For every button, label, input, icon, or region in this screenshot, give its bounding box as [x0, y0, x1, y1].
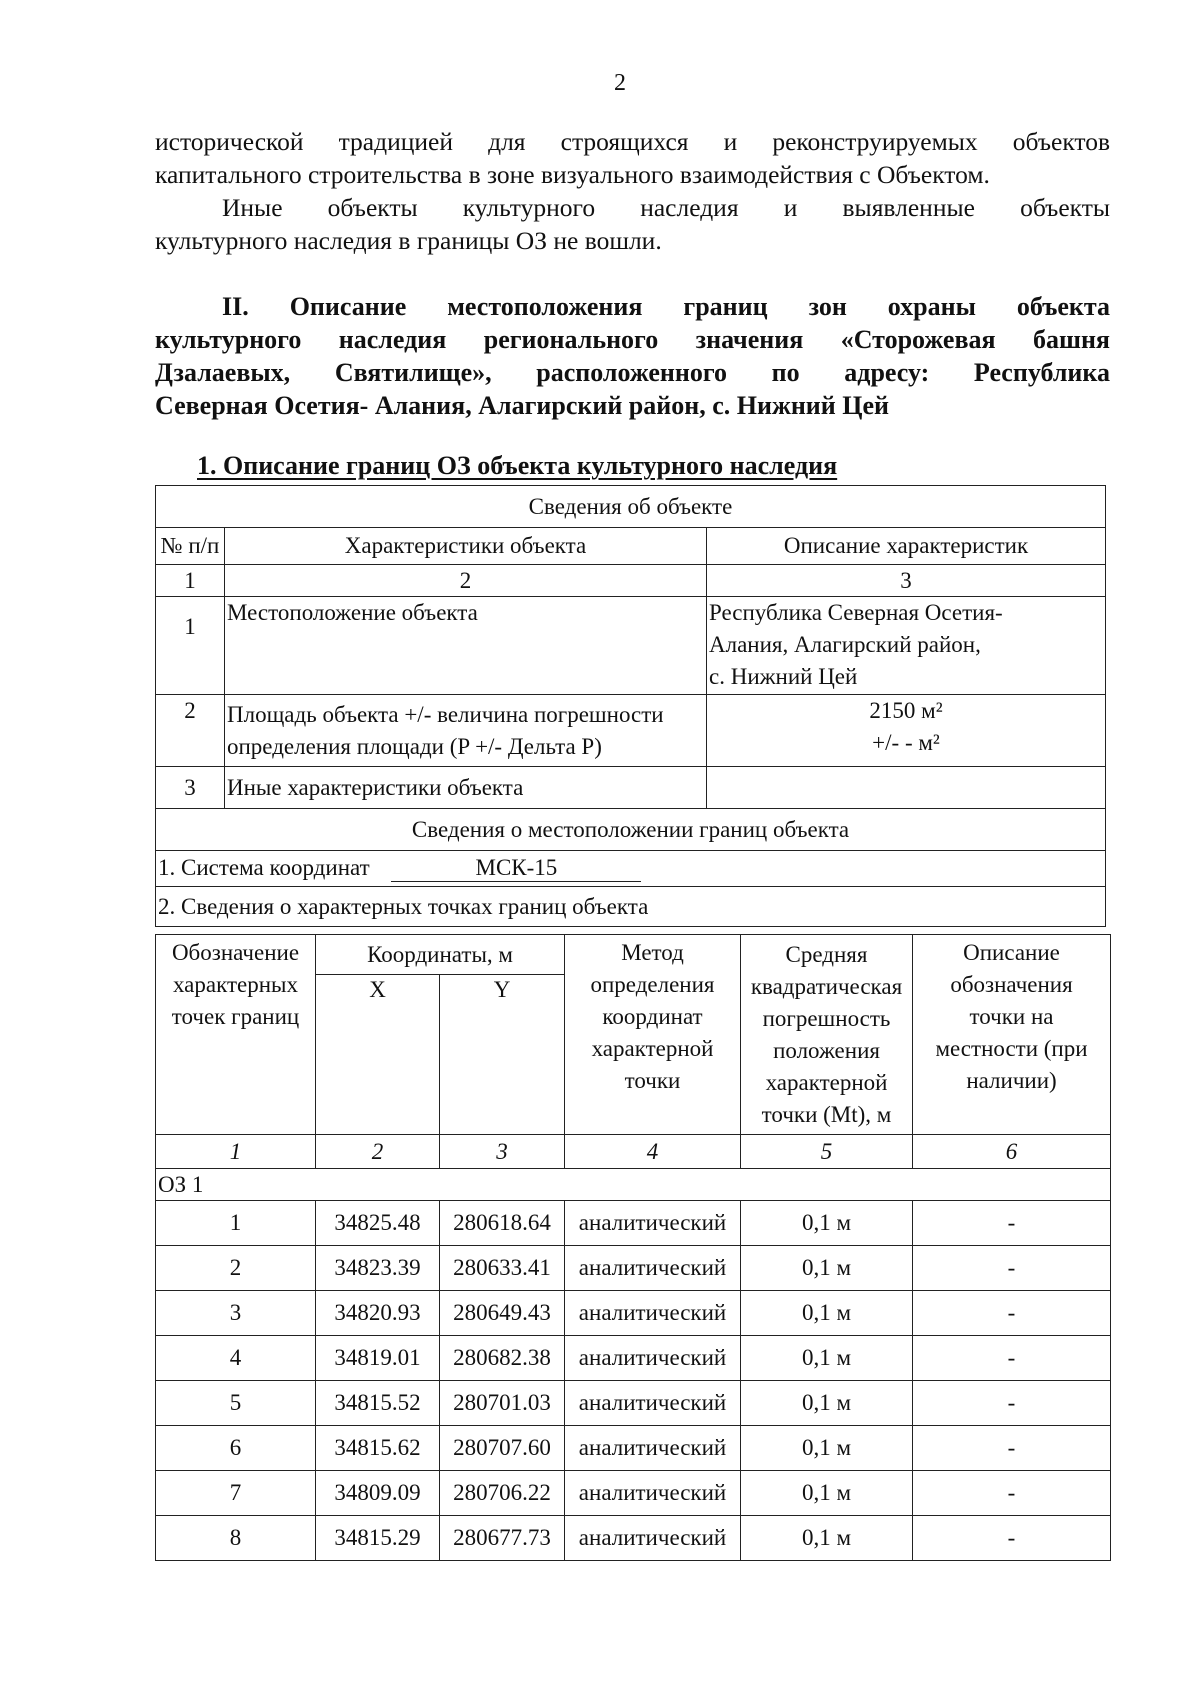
header-line: точек границ — [171, 1004, 300, 1029]
header-line: координат — [602, 1004, 703, 1029]
header-method — [565, 935, 741, 1135]
point-description: - — [913, 1426, 1111, 1471]
point-method: аналитический — [565, 1426, 741, 1471]
header-line: точки — [624, 1068, 681, 1093]
point-method: аналитический — [565, 1336, 741, 1381]
point-y: 280633.41 — [440, 1246, 565, 1291]
point-x: 34815.29 — [316, 1516, 440, 1561]
paragraph-line: культурного наследия в границы ОЗ не вошли. — [155, 226, 662, 255]
point-y: 280618.64 — [440, 1201, 565, 1246]
column-number: 3 — [440, 1135, 565, 1169]
point-description: - — [913, 1201, 1111, 1246]
row-characteristic: Иные характеристики объекта — [225, 767, 707, 809]
object-table-title: Сведения об объекте — [156, 486, 1106, 528]
point-method: аналитический — [565, 1381, 741, 1426]
column-number: 3 — [707, 565, 1106, 597]
header-line: обозначения — [950, 972, 1073, 997]
point-error: 0,1 м — [741, 1291, 913, 1336]
point-y: 280706.22 — [440, 1471, 565, 1516]
header-number: № п/п — [156, 528, 225, 565]
header-coordinates: Координаты, м — [316, 935, 565, 975]
point-y: 280701.03 — [440, 1381, 565, 1426]
point-error: 0,1 м — [741, 1471, 913, 1516]
header-error — [741, 935, 913, 1135]
header-line: характерной — [765, 1070, 888, 1095]
table-row — [156, 1291, 1111, 1336]
point-number: 4 — [156, 1336, 316, 1381]
point-number: 2 — [156, 1246, 316, 1291]
coordinate-system-label: 1. Система координат — [158, 855, 370, 880]
characteristic-line: Площадь объекта +/- величина погрешности — [227, 702, 664, 727]
point-method: аналитический — [565, 1246, 741, 1291]
header-line: квадратическая — [750, 974, 903, 999]
point-x: 34823.39 — [316, 1246, 440, 1291]
header-point-description — [913, 935, 1111, 1135]
point-y: 280707.60 — [440, 1426, 565, 1471]
point-description: - — [913, 1336, 1111, 1381]
row-characteristic — [225, 695, 707, 767]
column-number: 5 — [741, 1135, 913, 1169]
points-info-label: 2. Сведения о характерных точках границ объекта — [156, 887, 1106, 927]
point-number: 8 — [156, 1516, 316, 1561]
point-error: 0,1 м — [741, 1336, 913, 1381]
area-value: 2150 м² — [869, 698, 943, 723]
subsection-heading: 1. Описание границ ОЗ объекта культурного наследия — [197, 451, 838, 480]
row-number: 1 — [156, 597, 225, 695]
header-line: Описание — [963, 940, 1060, 965]
area-error: +/- - м² — [872, 730, 940, 755]
header-line: наличии) — [966, 1068, 1057, 1093]
section-heading-line: Северная Осетия- Алания, Алагирский район, с. Нижний Цей — [155, 391, 890, 420]
point-description: - — [913, 1381, 1111, 1426]
section-heading-line: II. Описание местоположения границ зон охраны объекта — [222, 292, 1110, 321]
point-error: 0,1 м — [741, 1381, 913, 1426]
header-line: определения — [590, 972, 715, 997]
column-number: 2 — [316, 1135, 440, 1169]
column-number: 6 — [913, 1135, 1111, 1169]
column-number: 1 — [156, 565, 225, 597]
point-description: - — [913, 1246, 1111, 1291]
coordinate-system-value: МСК-15 — [391, 855, 641, 882]
header-x: X — [316, 975, 440, 1135]
header-line: точки (Mt), м — [761, 1102, 892, 1127]
column-number: 1 — [156, 1135, 316, 1169]
paragraph-line: исторической традицией для строящихся и реконструируемых объектов — [155, 127, 1110, 156]
row-number: 3 — [156, 767, 225, 809]
point-method: аналитический — [565, 1471, 741, 1516]
description-line: Алания, Алагирский район, — [709, 632, 981, 657]
point-x: 34815.52 — [316, 1381, 440, 1426]
point-number: 1 — [156, 1201, 316, 1246]
header-line: положения — [773, 1038, 880, 1063]
point-error: 0,1 м — [741, 1426, 913, 1471]
point-error: 0,1 м — [741, 1201, 913, 1246]
location-table-title: Сведения о местоположении границ объекта — [156, 809, 1106, 851]
point-method: аналитический — [565, 1201, 741, 1246]
header-characteristics: Характеристики объекта — [225, 528, 707, 565]
object-info-table — [155, 485, 1106, 927]
boundary-points-table — [155, 934, 1111, 1561]
zone-label: ОЗ 1 — [156, 1169, 1111, 1201]
row-description — [707, 767, 1106, 809]
column-number: 4 — [565, 1135, 741, 1169]
point-x: 34819.01 — [316, 1336, 440, 1381]
section-heading-line: культурного наследия регионального значения «Сторожевая башня — [155, 325, 1110, 354]
table-row — [156, 1381, 1111, 1426]
header-line: Обозначение — [171, 940, 300, 965]
header-line: Средняя — [785, 942, 868, 967]
point-number: 5 — [156, 1381, 316, 1426]
header-line: характерной — [591, 1036, 714, 1061]
table-row — [156, 1426, 1111, 1471]
header-line: Метод — [621, 940, 684, 965]
point-method: аналитический — [565, 1516, 741, 1561]
table-row — [156, 1201, 1111, 1246]
point-description: - — [913, 1516, 1111, 1561]
point-x: 34809.09 — [316, 1471, 440, 1516]
table-row — [156, 1246, 1111, 1291]
header-line: погрешность — [762, 1006, 891, 1031]
characteristic-line: определения площади (P +/- Дельта P) — [227, 734, 602, 759]
table-row — [156, 597, 1106, 695]
point-error: 0,1 м — [741, 1246, 913, 1291]
table-row — [156, 1471, 1111, 1516]
header-description: Описание характеристик — [707, 528, 1106, 565]
row-description — [707, 695, 1106, 767]
row-number: 2 — [156, 695, 225, 767]
table-row — [156, 695, 1106, 767]
section-heading-line: Дзалаевых, Святилище», расположенного по адресу: Республика — [155, 358, 1110, 387]
point-method: аналитический — [565, 1291, 741, 1336]
table-row — [156, 1516, 1111, 1561]
point-x: 34820.93 — [316, 1291, 440, 1336]
point-number: 6 — [156, 1426, 316, 1471]
table-row — [156, 1336, 1111, 1381]
coordinate-system-row — [156, 851, 1106, 887]
header-y: Y — [440, 975, 565, 1135]
point-number: 7 — [156, 1471, 316, 1516]
column-number: 2 — [225, 565, 707, 597]
row-characteristic: Местоположение объекта — [225, 597, 707, 695]
page-number: 2 — [614, 70, 626, 96]
description-line: с. Нижний Цей — [709, 664, 858, 689]
point-y: 280677.73 — [440, 1516, 565, 1561]
point-description: - — [913, 1291, 1111, 1336]
header-line: точки на — [969, 1004, 1054, 1029]
paragraph-line: капитального строительства в зоне визуального взаимодействия с Объектом. — [155, 160, 990, 189]
header-line: характерных — [172, 972, 298, 997]
table-row — [156, 767, 1106, 809]
point-y: 280682.38 — [440, 1336, 565, 1381]
point-error: 0,1 м — [741, 1516, 913, 1561]
point-y: 280649.43 — [440, 1291, 565, 1336]
header-designation — [156, 935, 316, 1135]
description-line: Республика Северная Осетия- — [709, 600, 1003, 625]
point-number: 3 — [156, 1291, 316, 1336]
paragraph-line: Иные объекты культурного наследия и выявленные объекты — [222, 193, 1110, 222]
header-line: местности (при — [935, 1036, 1088, 1061]
point-description: - — [913, 1471, 1111, 1516]
row-description — [707, 597, 1106, 695]
point-x: 34815.62 — [316, 1426, 440, 1471]
point-x: 34825.48 — [316, 1201, 440, 1246]
